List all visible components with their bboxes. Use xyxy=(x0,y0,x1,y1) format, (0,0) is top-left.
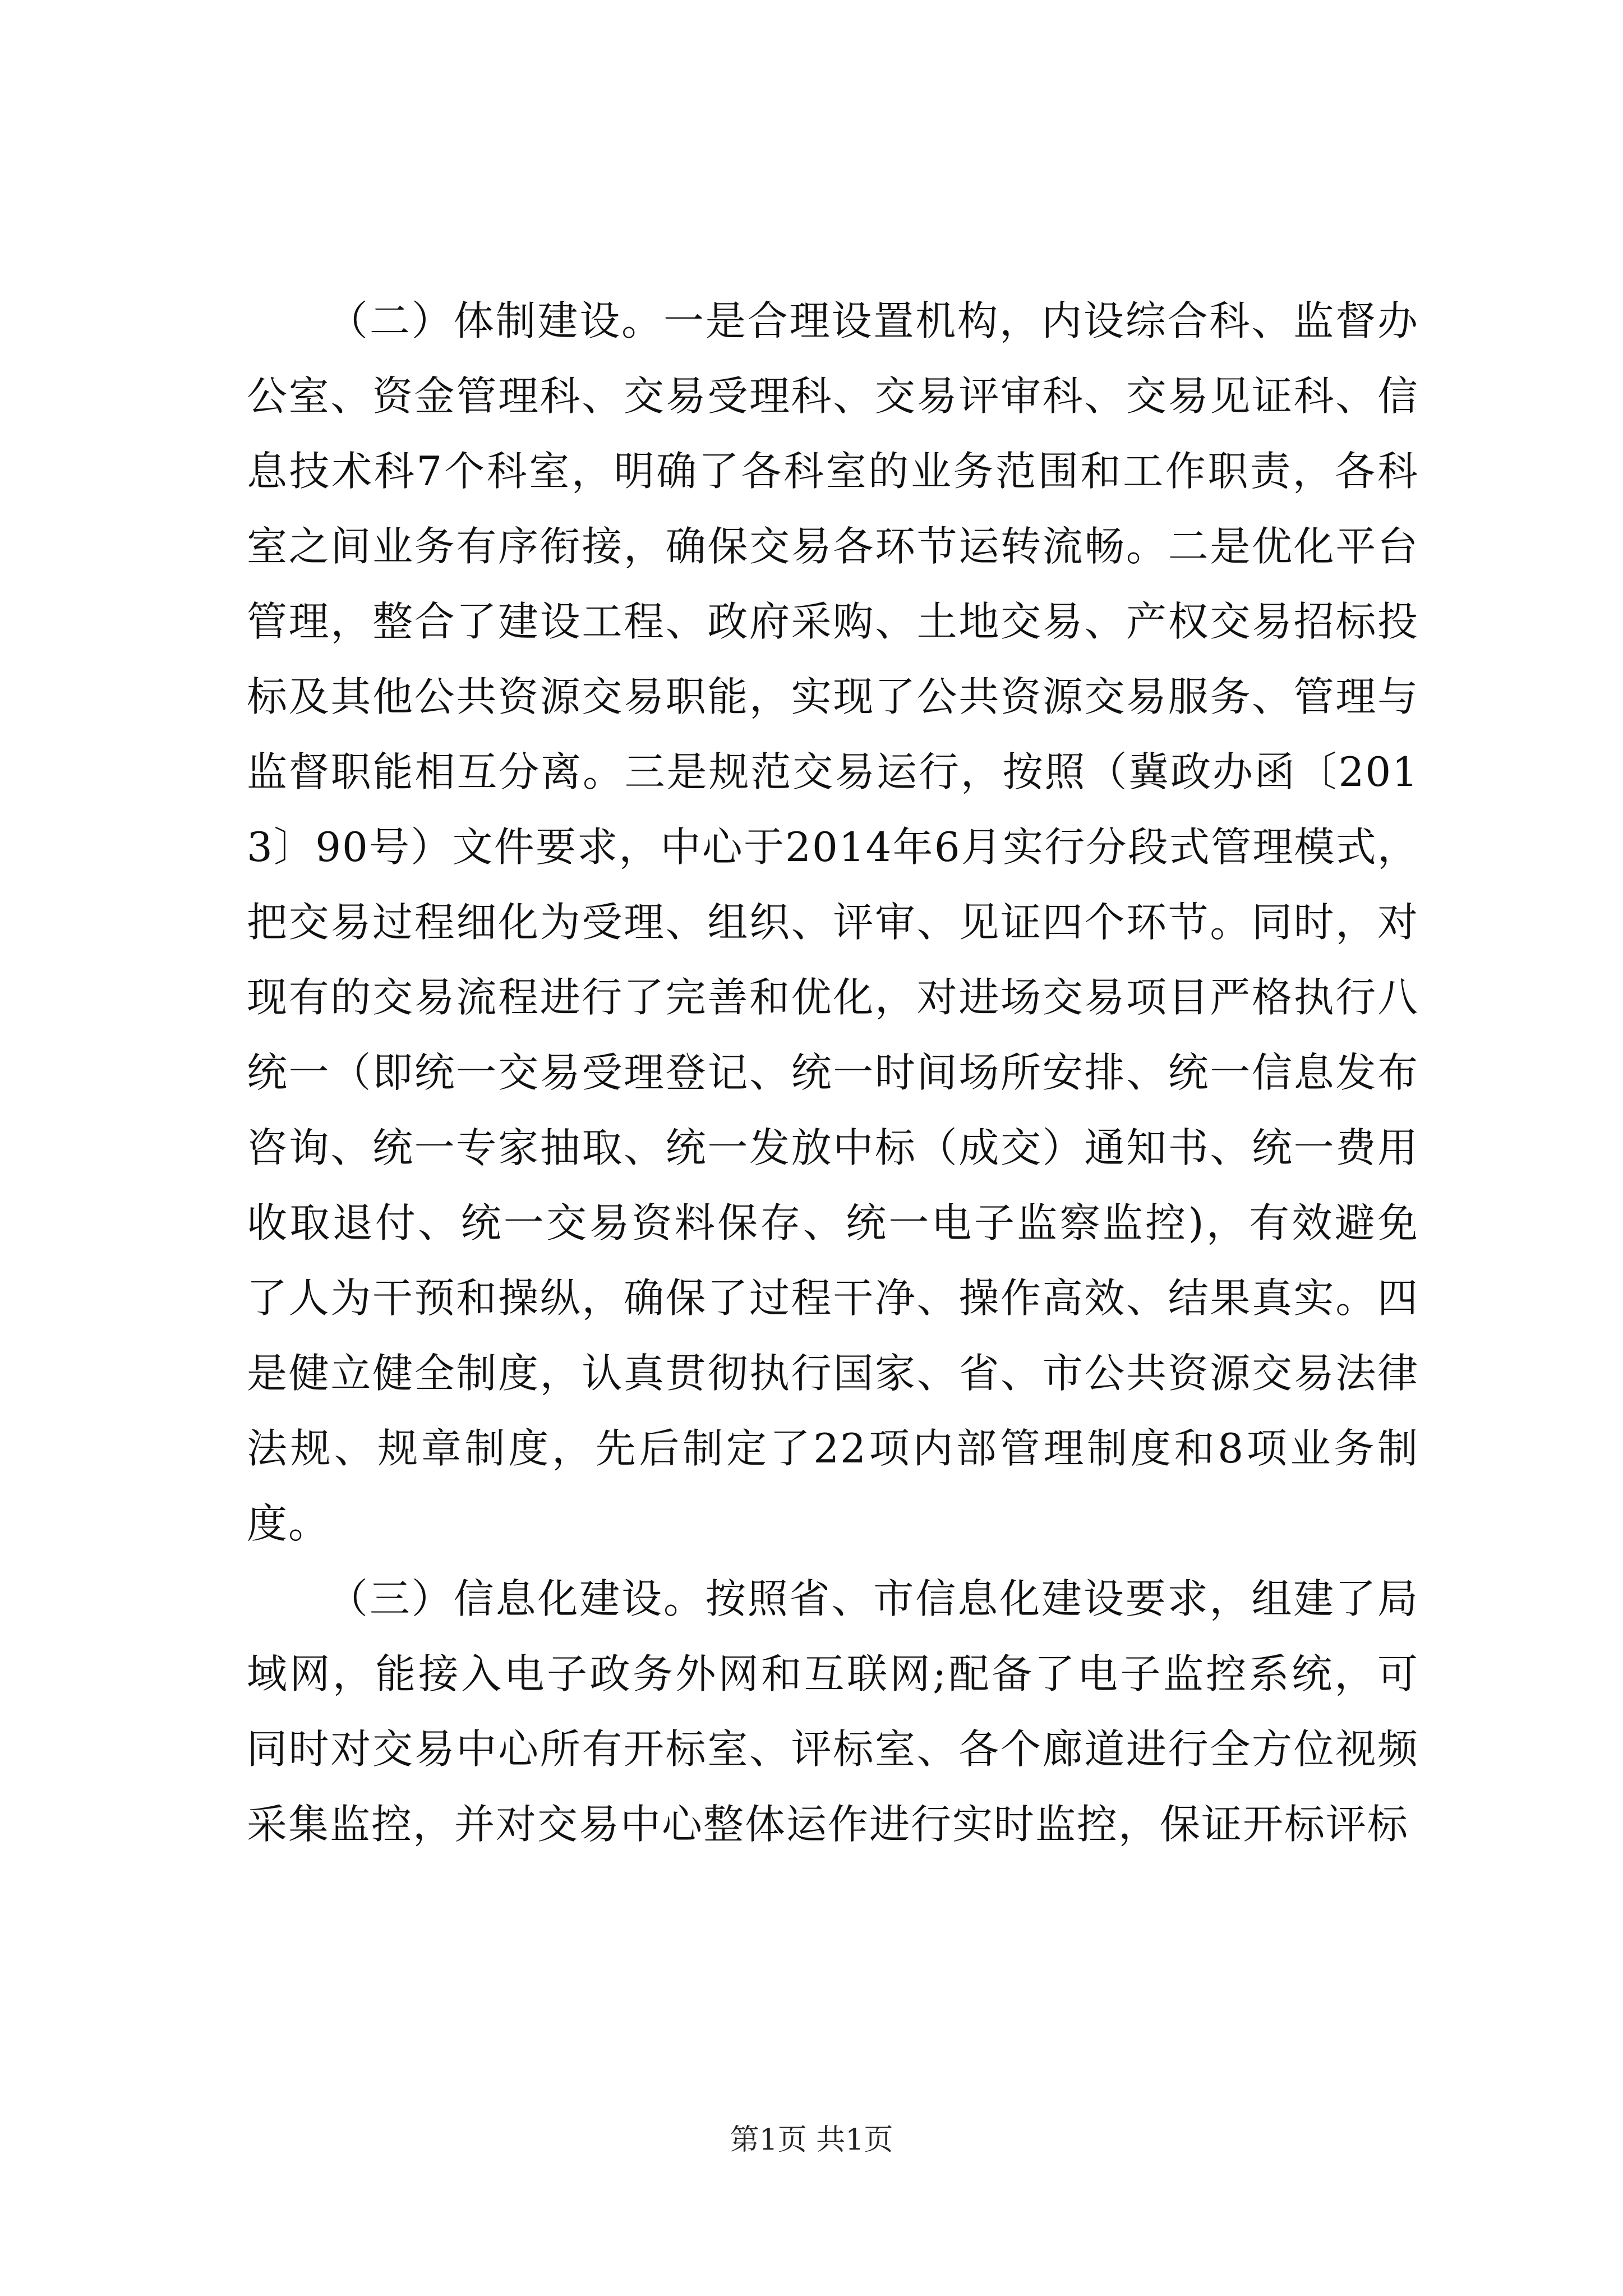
document-body xyxy=(247,283,1419,1862)
paragraph-informatization-construction: （三）信息化建设。按照省、市信息化建设要求，组建了局域网，能接入电子政务外网和互联网;配备了电子监控系统，可同时对交易中心所有开标室、评标室、各个廊道进行全方位视频采集监控，并对交易中心整体运作进行实时监控，保证开标评标 xyxy=(247,1575,1419,1848)
page-footer: 第1页 共1页 xyxy=(730,2123,893,2157)
paragraph-institutional-construction: （二）体制建设。一是合理设置机构，内设综合科、监督办公室、资金管理科、交易受理科、交易评审科、交易见证科、信息技术科7个科室，明确了各科室的业务范围和工作职责，各科室之间业务有序衔接，确保交易各环节运转流畅。二是优化平台管理，整合了建设工程、政府采购、土地交易、产权交易招标投标及其他公共资源交易职能，实现了公共资源交易服务、管理与监督职能相互分离。三是规范交易运行，按照（冀政办函〔2013〕90号）文件要求，中心于2014年6月实行分段式管理模式，把交易过程细化为受理、组织、评审、见证四个环节。同时，对现有的交易流程进行了完善和优化，对进场交易项目严格执行八统一（即统一交易受理登记、统一时间场所安排、统一信息发布咨询、统一专家抽取、统一发放中标（成交）通知书、统一费用收取退付、统一交易资料保存、统一电子监察监控)，有效避免了人为干预和操纵，确保了过程干净、操作高效、结果真实。四是健立健全制度，认真贯彻执行国家、省、市公共资源交易法律法规、规章制度，先后制定了22项内部管理制度和8项业务制度。 xyxy=(247,297,1419,1547)
